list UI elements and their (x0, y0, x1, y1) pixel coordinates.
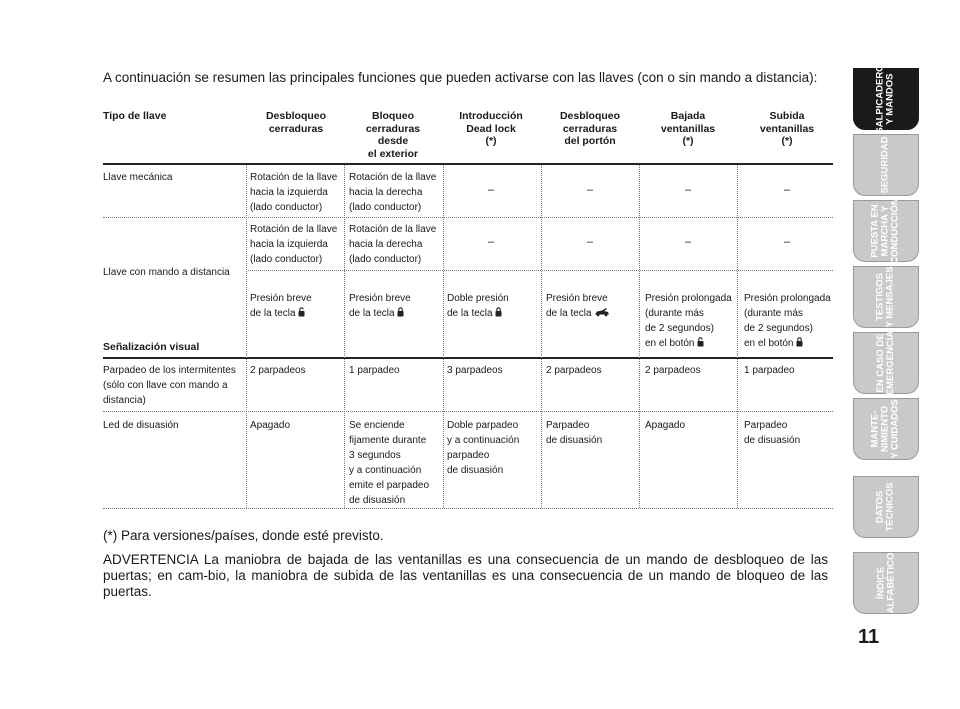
header-tailgate: Desbloqueo cerraduras del portón (559, 110, 621, 147)
row-label-remote: Llave con mando a distancia (103, 267, 230, 278)
tab-seguridad[interactable] (853, 134, 919, 196)
mechanical-lock: Rotación de la llave hacia la derecha (lado conductor) (349, 172, 437, 213)
intro-text: A continuación se resumen las principales funciones que pueden activarse con las llaves (con o sin mando a distancia): (103, 70, 818, 85)
col-divider (639, 165, 640, 508)
signal-rule (103, 357, 833, 359)
header-lock: Bloqueo cerraduras desde el exterior (365, 110, 421, 160)
key-remote-icon (796, 337, 803, 347)
tab-label: DATOS TÉCNICOS (875, 482, 896, 532)
blink-window-up: 1 parpadeo (744, 365, 795, 376)
tab-salpicadero[interactable] (853, 64, 919, 134)
tab-testigos[interactable] (853, 266, 919, 328)
tab-indice[interactable] (853, 552, 919, 614)
footnote: (*) Para versiones/países, donde esté previsto. (103, 528, 384, 543)
row-divider (103, 217, 833, 218)
remote-key-deadlock: – (487, 236, 495, 248)
remote-press-unlock-text: Presión breve de la tecla (250, 293, 312, 319)
mechanical-window-up: – (783, 184, 791, 196)
row-label-led: Led de disuasión (103, 420, 179, 431)
tab-emergencia[interactable] (853, 332, 919, 394)
row-label-blink: Parpadeo de los intermitentes (sólo con llave con mando a distancia) (103, 365, 236, 406)
remote-key-tailgate: – (586, 236, 594, 248)
remote-press-window-up-text: Presión prolongada (durante más de 2 segundos) (744, 293, 831, 334)
mechanical-window-down: – (684, 184, 692, 196)
remote-press-lock-text: Presión breve de la tecla (349, 293, 411, 319)
led-lock: Se enciende fijamente durante 3 segundos y a continuación emite el parpadeo de disuasión (349, 420, 430, 506)
led-window-up: Parpadeo de disuasión (744, 420, 801, 446)
header-rule (103, 163, 833, 165)
blink-unlock: 2 parpadeos (250, 365, 306, 376)
mechanical-tailgate: – (586, 184, 594, 196)
col-divider (443, 165, 444, 508)
col-divider (246, 165, 247, 508)
tab-label: SEGURIDAD (879, 136, 891, 194)
remote-press-deadlock (447, 276, 509, 321)
header-window-down: Bajada ventanillas (*) (660, 110, 716, 147)
header-deadlock: Introducción Dead lock (*) (459, 110, 523, 147)
col-divider (541, 165, 542, 508)
tab-label: MANTE- NIMIENTO Y CUIDADOS (869, 399, 901, 459)
page-number: 11 (858, 626, 880, 648)
remote-key-unlock: Rotación de la llave hacia la izquierda (lado conductor) (250, 224, 338, 265)
remote-press-lock (349, 276, 411, 321)
remote-press-window-up (744, 276, 831, 351)
blink-deadlock: 3 parpadeos (447, 365, 503, 376)
remote-press-window-down-button: en el botón (645, 338, 695, 349)
tab-label: PUESTA EN MARCHA Y CONDUCCIÓN (870, 198, 902, 264)
led-window-down: Apagado (645, 420, 686, 431)
tab-label: ÍNDICE ALFABÉTICO (874, 552, 896, 614)
key-remote-icon (495, 307, 502, 317)
key-remote-icon (397, 307, 404, 317)
remote-press-tailgate-text: Presión breve de la tecla (546, 293, 608, 319)
header-key-type: Tipo de llave (103, 110, 167, 122)
tab-label: TESTIGOS Y MENSAJES (874, 266, 896, 328)
remote-press-deadlock-text: Doble presión de la tecla (447, 293, 509, 319)
signal-section-label: Señalización visual (103, 341, 200, 353)
tab-label: SALPICADERO Y MANDOS (875, 64, 896, 134)
led-deadlock: Doble parpadeo y a continuación parpadeo de disuasión (447, 420, 520, 476)
blink-tailgate: 2 parpadeos (546, 365, 602, 376)
tab-label: EN CASO DE EMERGENCIA (875, 330, 896, 396)
blink-window-down: 2 parpadeos (645, 365, 701, 376)
row-divider (103, 411, 833, 412)
remote-key-window-up: – (783, 236, 791, 248)
header-unlock: Desbloqueo cerraduras (265, 110, 327, 135)
remote-key-window-down: – (684, 236, 692, 248)
remote-press-window-down-text: Presión prolongada (durante más de 2 segundos) (645, 293, 732, 334)
remote-press-window-down (645, 276, 732, 351)
col-divider (344, 165, 345, 508)
tab-mantenimiento[interactable] (853, 398, 919, 460)
remote-press-tailgate (546, 276, 610, 321)
remote-key-lock: Rotación de la llave hacia la derecha (lado conductor) (349, 224, 437, 265)
tailgate-car-icon (594, 307, 610, 317)
led-tailgate: Parpadeo de disuasión (546, 420, 603, 446)
header-window-up: Subida ventanillas (*) (759, 110, 815, 147)
key-remote-icon (697, 337, 704, 347)
mechanical-unlock: Rotación de la llave hacia la izquierda (lado conductor) (250, 172, 338, 213)
blink-lock: 1 parpadeo (349, 365, 400, 376)
key-remote-icon (298, 307, 305, 317)
remote-press-unlock (250, 276, 312, 321)
mechanical-deadlock: – (487, 184, 495, 196)
col-divider (737, 165, 738, 508)
remote-press-window-up-button: en el botón (744, 338, 794, 349)
row-label-mechanical: Llave mecánica (103, 172, 173, 183)
tab-puesta-en-marcha[interactable] (853, 200, 919, 262)
tab-datos-tecnicos[interactable] (853, 476, 919, 538)
table-bottom-rule (103, 508, 833, 509)
warning-text: ADVERTENCIA La maniobra de bajada de las ventanillas es una consecuencia de un mando de desbloqueo de las puertas; en cam-bio, la maniobra de subida de las ventanillas es una consecuencia de un mando de bloqueo de las puertas. (103, 552, 828, 599)
led-unlock: Apagado (250, 420, 291, 431)
